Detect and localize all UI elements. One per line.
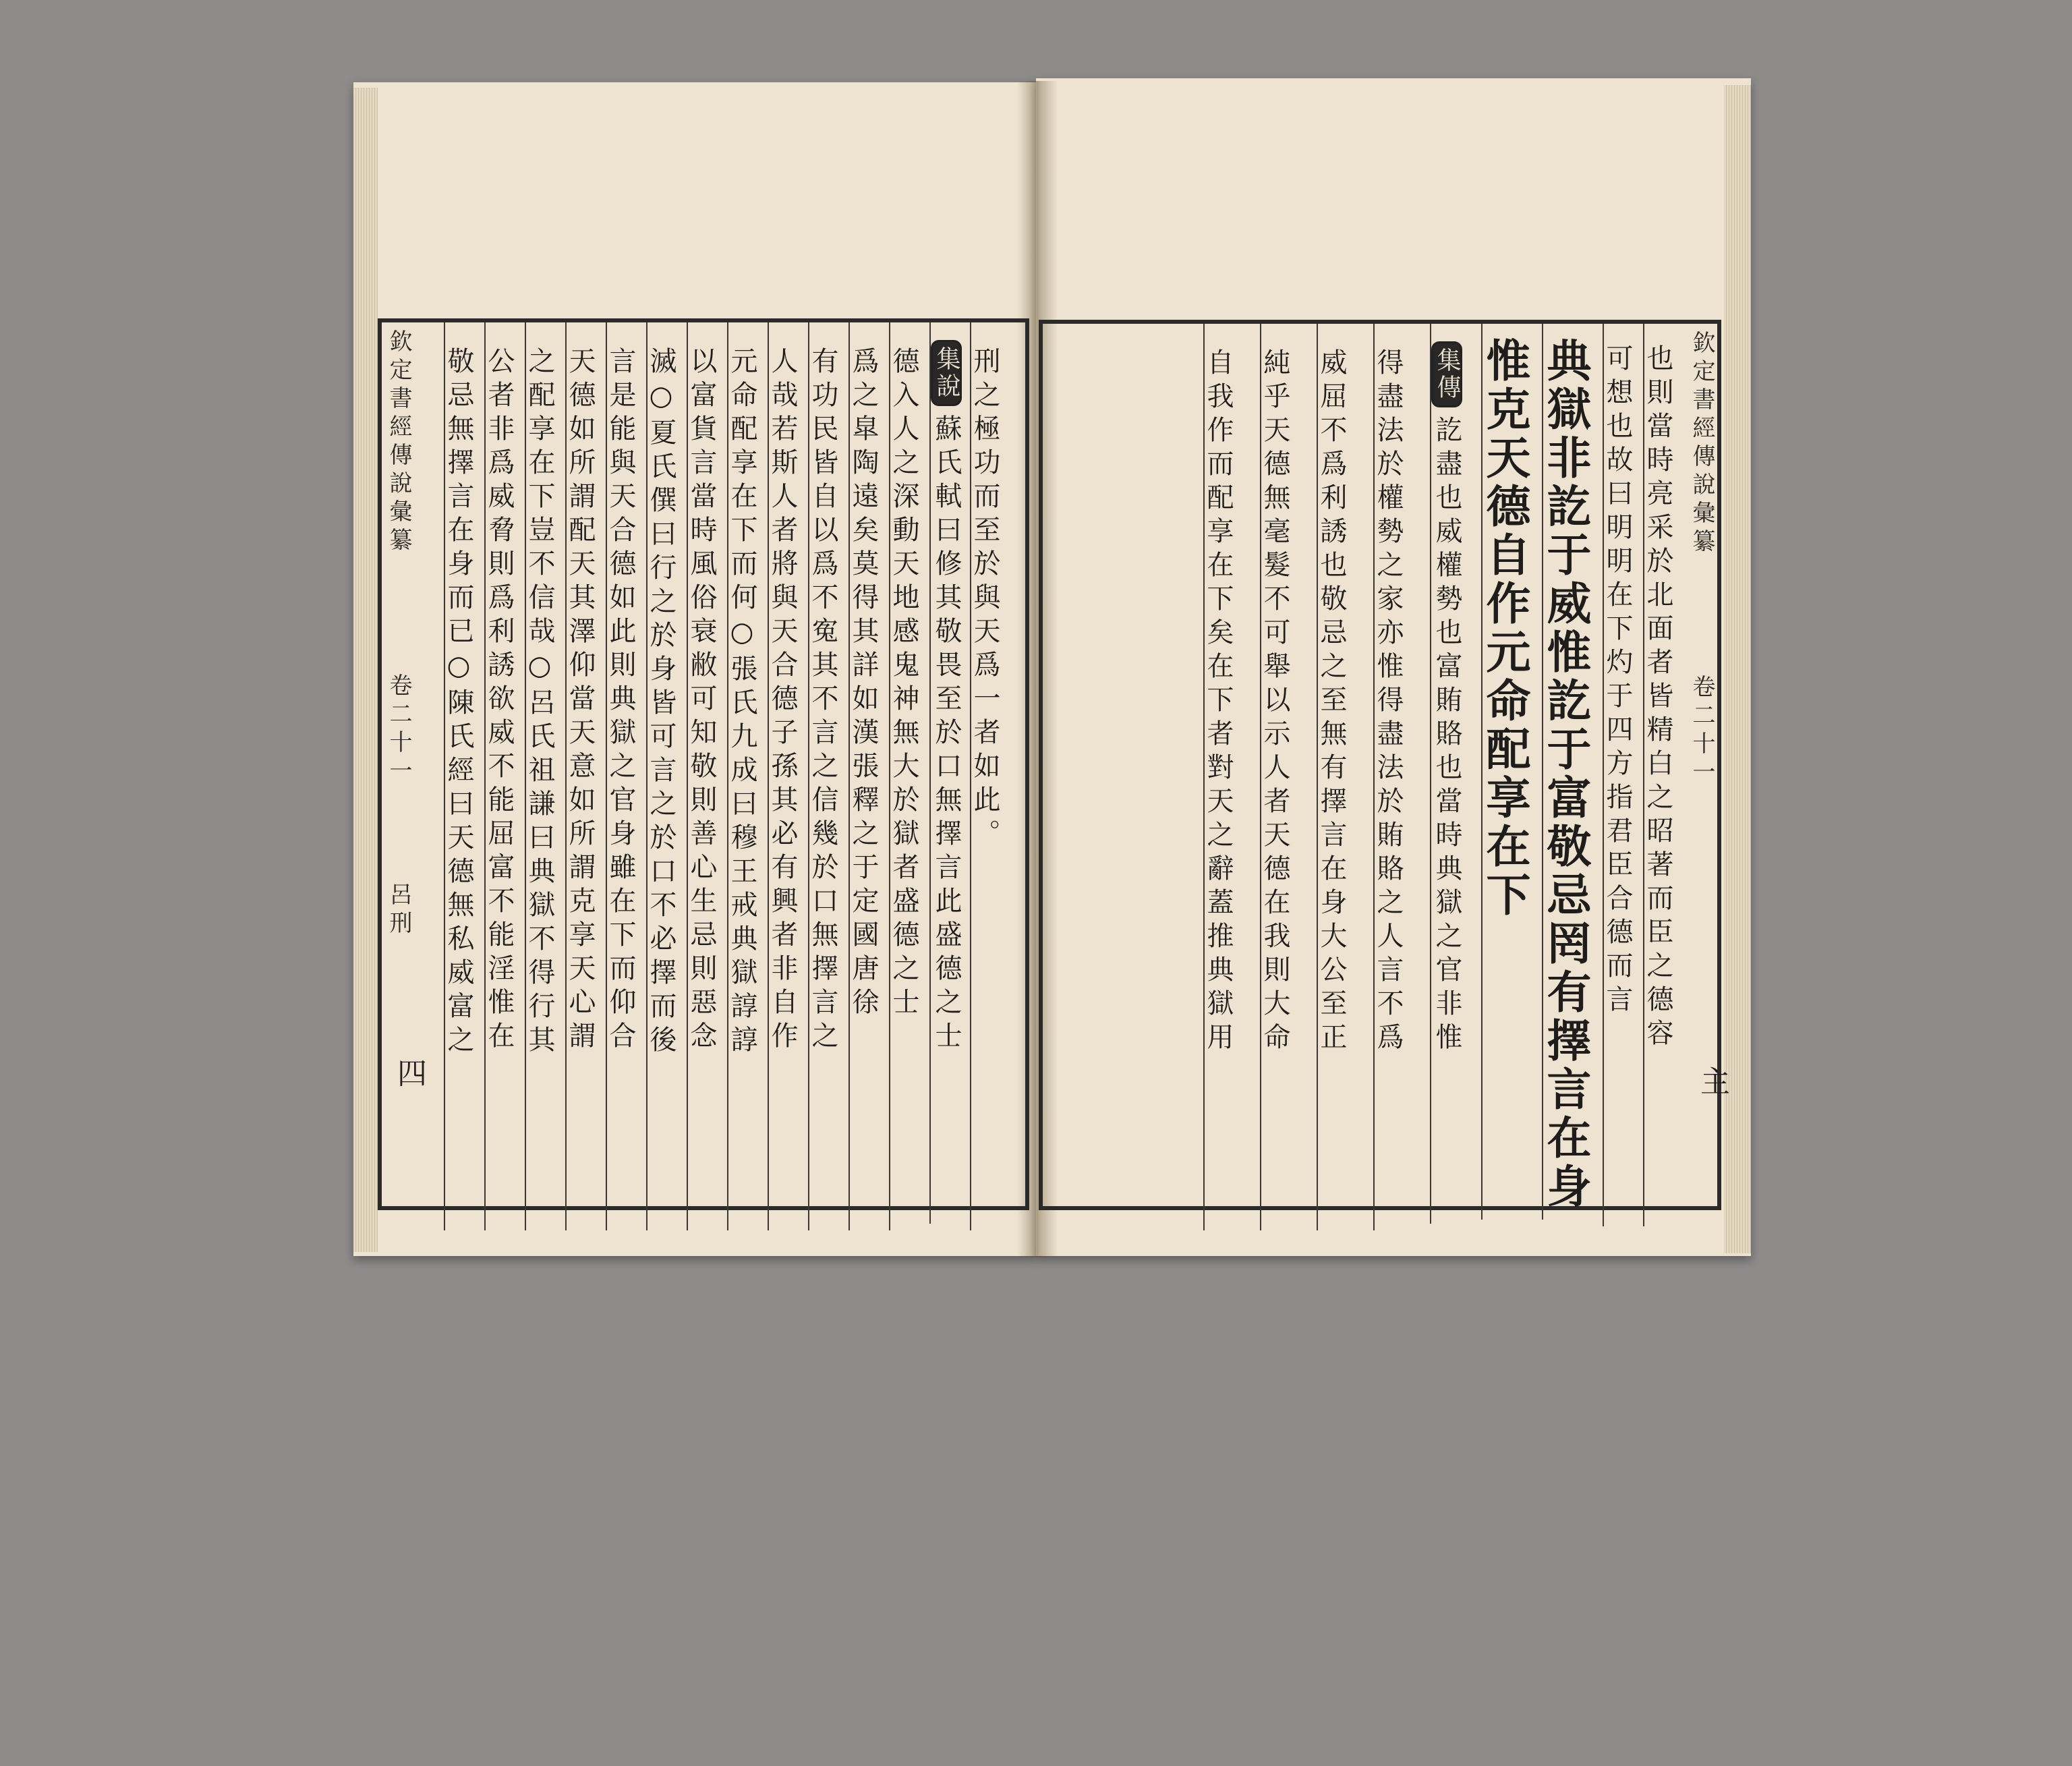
text-column: 爲之皐陶遠矣莫得其詳如漢張釋之于定國唐徐 — [848, 322, 877, 1230]
jizhuan-badge: 集傳 — [1431, 341, 1462, 407]
main-text-column: 惟克天德自作元命配享在下 — [1481, 324, 1527, 1220]
text-column-body: 訖盡也威權勢也富賄賂也當時典獄之官非惟 — [1431, 416, 1462, 1056]
text-column: 敬忌無擇言在身而已○陳氏經曰天德無私威富之 — [444, 322, 472, 1230]
text-column: 言是能與天合德如此則典獄之官身雖在下而仰合 — [606, 322, 634, 1230]
left-margin-volume: 卷二十一 — [385, 673, 412, 787]
text-column: 元命配享在下而何○張氏九成曰穆王戒典獄諄諄 — [727, 322, 755, 1230]
text-column: 人哉若斯人者將與天合德子孫其必有興者非自作 — [768, 322, 796, 1230]
right-margin-volume: 卷二十一 — [1688, 675, 1715, 788]
main-text-column: 典獄非訖于威惟訖于富敬忌罔有擇言在身 — [1542, 324, 1588, 1220]
text-column: 公者非爲威脅則爲利誘欲威不能屈富不能淫惟在 — [484, 322, 513, 1230]
text-column: 之配享在下豈不信哉○呂氏祖謙曰典獄不得行其 — [525, 322, 553, 1230]
text-column — [929, 322, 962, 1224]
left-text-frame — [378, 318, 1029, 1210]
jishuo-badge: 集說 — [931, 340, 962, 406]
left-margin-title: 欽定書經傳說彙纂 — [385, 329, 412, 556]
text-column: 可想也故曰明明在下灼于四方指君臣合德而言 — [1603, 324, 1631, 1226]
text-column: 以富貨言當時風俗衰敝可知敬則善心生忌則惡念 — [687, 322, 715, 1230]
right-page-number: 主 — [1695, 1066, 1729, 1095]
text-column: 天德如所謂配天其澤仰當天意如所謂克享天心謂 — [565, 322, 594, 1230]
text-column: 刑之極功而至於與天爲一者如此。 — [970, 322, 998, 1230]
text-column — [1430, 324, 1462, 1224]
right-margin-title: 欽定書經傳說彙纂 — [1688, 331, 1715, 557]
left-margin-chapter: 呂刑 — [385, 882, 412, 939]
text-column: 也則當時亮采於北面者皆精白之昭著而臣之德容 — [1643, 324, 1671, 1226]
text-column: 得盡法於權勢之家亦惟得盡法於賄賂之人言不爲 — [1373, 324, 1402, 1230]
text-column-body: 蘇氏軾曰修其敬畏至於口無擇言此盛德之士 — [931, 414, 962, 1055]
left-page-edges — [353, 88, 378, 1252]
text-column: 德入人之深動天地感鬼神無大於獄者盛德之士 — [889, 322, 917, 1230]
text-column: 有功民皆自以爲不寃其不言之信幾於口無擇言之 — [808, 322, 836, 1230]
right-text-frame — [1039, 320, 1729, 1212]
text-column: 威屈不爲利誘也敬忌之至無有擇言在身大公至正 — [1317, 324, 1345, 1230]
text-column: 純乎天德無毫髮不可舉以示人者天德在我則大命 — [1260, 324, 1288, 1230]
text-column: 自我作而配享在下矣在下者對天之辭蓋推典獄用 — [1203, 324, 1232, 1230]
left-page-number: 四 — [392, 1058, 426, 1087]
text-column: 滅○夏氏僎曰行之於身皆可言之於口不必擇而後 — [646, 322, 674, 1230]
